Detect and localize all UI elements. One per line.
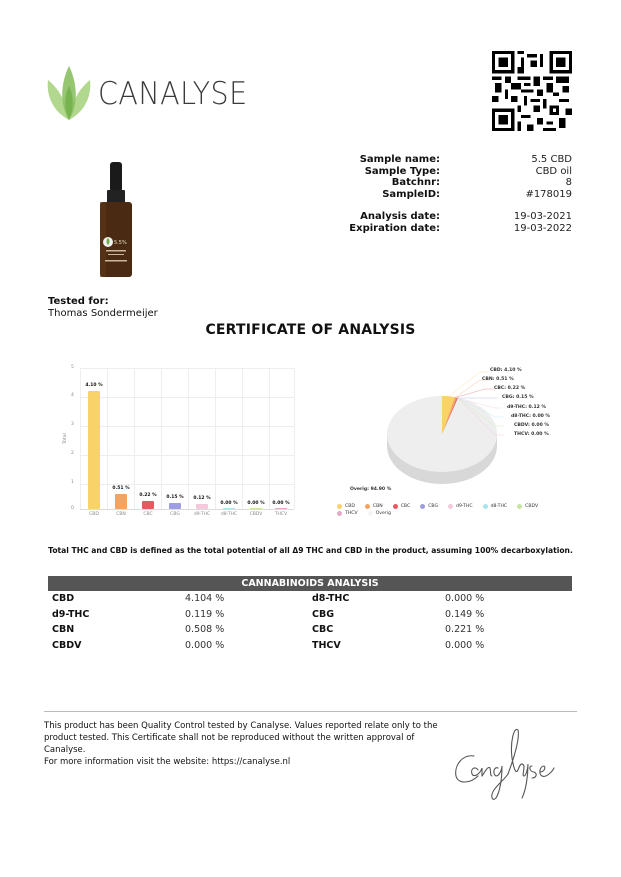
bar-cbd[interactable] <box>88 391 100 509</box>
pie-label: THCV: 0.00 % <box>514 432 549 437</box>
bar-cbg[interactable] <box>169 503 181 509</box>
x-tick-label: CBDV <box>249 512 263 517</box>
leaf-logo-icon <box>44 62 94 122</box>
qr-code[interactable] <box>492 51 572 131</box>
legend-item-cbd[interactable]: CBD <box>337 504 355 509</box>
label: Batchnr: <box>391 177 440 188</box>
y-axis-label: Total <box>62 433 68 444</box>
analysis-date-row <box>340 211 572 223</box>
bar-value-label: 0.00 % <box>272 501 290 506</box>
bar-value-label: 0.15 % <box>166 495 184 500</box>
x-tick-label: CBC <box>143 512 153 517</box>
bar-cbdv[interactable] <box>250 508 262 509</box>
sample-name-row <box>340 154 572 166</box>
value: 19-03-2021 <box>513 211 572 222</box>
bar-value-label: 0.22 % <box>139 493 157 498</box>
signature-image <box>448 718 560 804</box>
divider <box>44 711 577 712</box>
sample-info <box>340 154 572 234</box>
bar-cbc[interactable] <box>142 501 154 509</box>
bar-thcv[interactable] <box>275 508 287 509</box>
bar-value-label: 0.00 % <box>220 501 238 506</box>
pie-label: CBG: 0.15 % <box>502 395 534 400</box>
label: Expiration date: <box>349 222 440 234</box>
legend-item-d8-thc[interactable]: d8-THC <box>483 504 508 509</box>
tested-for-label: Tested for: <box>48 296 109 307</box>
x-tick-label: THCV <box>274 512 288 517</box>
bar-value-label: 0.12 % <box>193 496 211 501</box>
pie-label: d8-THC: 0.00 % <box>511 414 551 419</box>
value: 8 <box>565 177 572 188</box>
sample-id-row <box>340 189 572 201</box>
brand-name: CANALYSE <box>98 76 248 112</box>
pie-legend <box>337 504 547 516</box>
expiration-date-row <box>340 223 572 235</box>
table-row: CBD 4.104 % d8-THC 0.000 % <box>52 593 485 604</box>
value: CBD oil <box>535 165 572 177</box>
disclaimer: This product has been Quality Control tested by Canalyse. Values reported relate only to the product tested. This Certificate shall not be reproduced without the written approval of Canalyse. For more information visit the website: https://canalyse.nl <box>44 721 438 767</box>
label: SampleID: <box>382 188 440 200</box>
cannabinoids-table <box>48 576 572 653</box>
pie-label: CBD: 4.10 % <box>490 368 522 373</box>
product-bottle-image <box>98 162 134 277</box>
value: 19-03-2022 <box>513 222 572 234</box>
pie-label: Overig: 94.90 % <box>350 487 392 492</box>
x-tick-label: CBN <box>116 512 126 517</box>
legend-item-cbg[interactable]: CBG <box>420 504 438 509</box>
x-tick-label: CBD <box>89 512 99 517</box>
bar-value-label: 0.00 % <box>247 501 265 506</box>
legend-item-d9-thc[interactable]: d9-THC <box>448 504 473 509</box>
pie-chart <box>330 362 560 522</box>
svg-text:5.5%: 5.5% <box>114 240 127 246</box>
bar-d8-thc[interactable] <box>223 508 235 509</box>
legend-item-cbdv[interactable]: CBDV <box>517 504 538 509</box>
label: Analysis date: <box>360 211 440 222</box>
pie-label: CBC: 0.22 % <box>494 386 526 391</box>
value: 5.5 CBD <box>531 154 572 165</box>
value: #178019 <box>525 188 572 200</box>
bar-cbn[interactable] <box>115 494 127 509</box>
bar-chart: Total 5 4 3 2 1 0 4.10 % 0.51 % 0.22 % 0.15 % 0.12 % 0.00 % 0.00 % 0.00 % CBD CBN CBC CBG d9-THC d8-THC CBDV THCV <box>58 362 298 522</box>
table-title: CANNABINOIDS ANALYSIS <box>48 576 572 591</box>
tested-for-name: Thomas Sondermeijer <box>48 308 158 319</box>
definition-note: Total THC and CBD is defined as the total potential of all Δ9 THC and CBD in the product, assuming 100% decarboxylation. <box>48 546 573 555</box>
label: Sample name: <box>359 154 440 165</box>
table-row: CBDV 0.000 % THCV 0.000 % <box>52 639 485 651</box>
canalyse-logo <box>44 62 248 124</box>
x-tick-label: d9-THC <box>193 512 211 517</box>
table-row: CBN 0.508 % CBC 0.221 % <box>52 624 485 635</box>
table-row: d9-THC 0.119 % CBG 0.149 % <box>52 608 485 620</box>
label: Sample Type: <box>364 165 440 177</box>
x-tick-label: CBG <box>170 512 180 517</box>
legend-item-cbn[interactable]: CBN <box>365 504 383 509</box>
pie-label: CBDV: 0.00 % <box>514 423 550 428</box>
batchnr-row <box>340 177 572 189</box>
bar-value-label: 4.10 % <box>85 383 103 388</box>
x-tick-label: d8-THC <box>220 512 238 517</box>
tested-for <box>48 296 158 320</box>
bar-value-label: 0.51 % <box>112 486 130 491</box>
pie-label: d9-THC: 0.12 % <box>507 405 547 410</box>
page-title: CERTIFICATE OF ANALYSIS <box>205 322 416 338</box>
legend-item-cbc[interactable]: CBC <box>393 504 411 509</box>
sample-type-row <box>340 166 572 178</box>
pie-label: CBN: 0.51 % <box>482 377 514 382</box>
bar-d9-thc[interactable] <box>196 504 208 509</box>
legend-item-overig[interactable]: Overig <box>368 511 391 516</box>
legend-item-thcv[interactable]: THCV <box>337 511 358 516</box>
